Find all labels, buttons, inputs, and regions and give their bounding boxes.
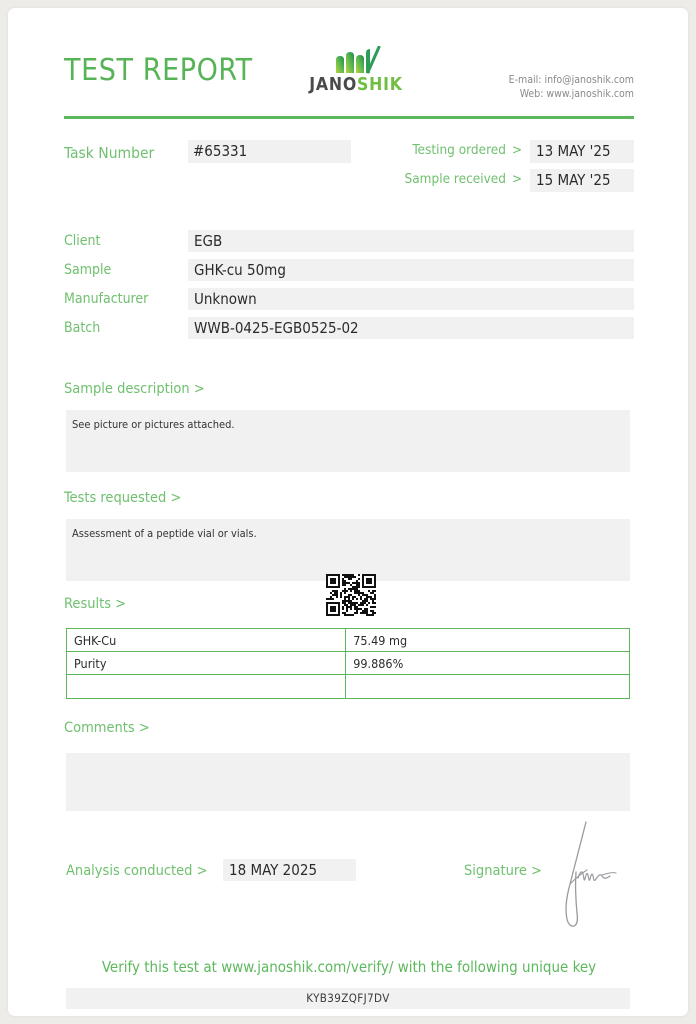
logo-wordmark bbox=[296, 75, 416, 95]
analysis-conducted-value: 18 MAY 2025 bbox=[223, 859, 356, 881]
tests-requested-heading: Tests requested > bbox=[64, 490, 182, 506]
result-name-2 bbox=[67, 675, 346, 699]
manufacturer-label: Manufacturer bbox=[64, 291, 149, 307]
testing-ordered-chevron: > bbox=[511, 142, 522, 158]
client-value: EGB bbox=[188, 230, 634, 252]
verify-key: KYB39ZQFJ7DV bbox=[66, 988, 630, 1009]
analysis-conducted-label: Analysis conducted > bbox=[66, 863, 208, 879]
result-value-1: 99.886% bbox=[346, 652, 630, 675]
result-value-0: 75.49 mg bbox=[346, 629, 630, 652]
contact-email: E-mail: info@janoshik.com bbox=[508, 74, 634, 86]
info-row-client bbox=[64, 230, 634, 252]
signature-label: Signature > bbox=[464, 863, 542, 879]
report-page bbox=[8, 8, 688, 1016]
comments-box bbox=[66, 753, 630, 811]
results-heading: Results > bbox=[64, 596, 127, 612]
client-label: Client bbox=[64, 233, 101, 249]
signature-mark bbox=[556, 820, 636, 932]
results-table bbox=[66, 628, 630, 699]
header-divider bbox=[64, 116, 634, 119]
date-row-sample-received bbox=[374, 169, 634, 192]
logo-text-dark: JANO bbox=[309, 75, 357, 95]
result-name-0: GHK-Cu bbox=[67, 629, 346, 652]
tests-requested-box bbox=[66, 519, 630, 581]
sample-value: GHK-cu 50mg bbox=[188, 259, 634, 281]
table-row bbox=[67, 652, 630, 675]
info-row-batch bbox=[64, 317, 634, 339]
sample-description-box bbox=[66, 410, 630, 472]
info-row-sample bbox=[64, 259, 634, 281]
info-row-manufacturer bbox=[64, 288, 634, 310]
janoshik-logo bbox=[296, 46, 416, 104]
sample-description-text: See picture or pictures attached. bbox=[72, 418, 235, 431]
task-number-value: #65331 bbox=[188, 140, 351, 163]
sample-label: Sample bbox=[64, 262, 112, 278]
batch-value: WWB-0425-EGB0525-02 bbox=[188, 317, 634, 339]
qr-code bbox=[326, 574, 376, 616]
logo-text-green: SHIK bbox=[357, 75, 403, 95]
date-row-testing-ordered bbox=[374, 140, 634, 163]
table-row bbox=[67, 629, 630, 652]
sample-received-label: Sample received bbox=[404, 171, 506, 187]
contact-web: Web: www.janoshik.com bbox=[519, 88, 634, 100]
batch-label: Batch bbox=[64, 320, 101, 336]
comments-heading: Comments > bbox=[64, 720, 150, 736]
result-name-1: Purity bbox=[67, 652, 346, 675]
contact-block bbox=[509, 73, 634, 101]
page-title: TEST REPORT bbox=[64, 53, 253, 88]
table-row bbox=[67, 675, 630, 699]
info-fields bbox=[64, 230, 634, 346]
bar-chart-logo-icon bbox=[332, 46, 382, 74]
manufacturer-value: Unknown bbox=[188, 288, 634, 310]
testing-ordered-label: Testing ordered bbox=[412, 142, 506, 158]
verify-text: Verify this test at www.janoshik.com/verify/ with the following unique key bbox=[101, 958, 597, 976]
testing-ordered-value: 13 MAY '25 bbox=[530, 140, 634, 163]
tests-requested-text: Assessment of a peptide vial or vials. bbox=[72, 527, 257, 540]
report-header bbox=[64, 46, 634, 108]
task-number-label: Task Number bbox=[64, 144, 155, 162]
sample-received-value: 15 MAY '25 bbox=[530, 169, 634, 192]
sample-received-chevron: > bbox=[511, 171, 522, 187]
task-row bbox=[64, 140, 634, 198]
sample-description-heading: Sample description > bbox=[64, 381, 205, 397]
result-value-2 bbox=[346, 675, 630, 699]
dates-block bbox=[374, 140, 634, 198]
